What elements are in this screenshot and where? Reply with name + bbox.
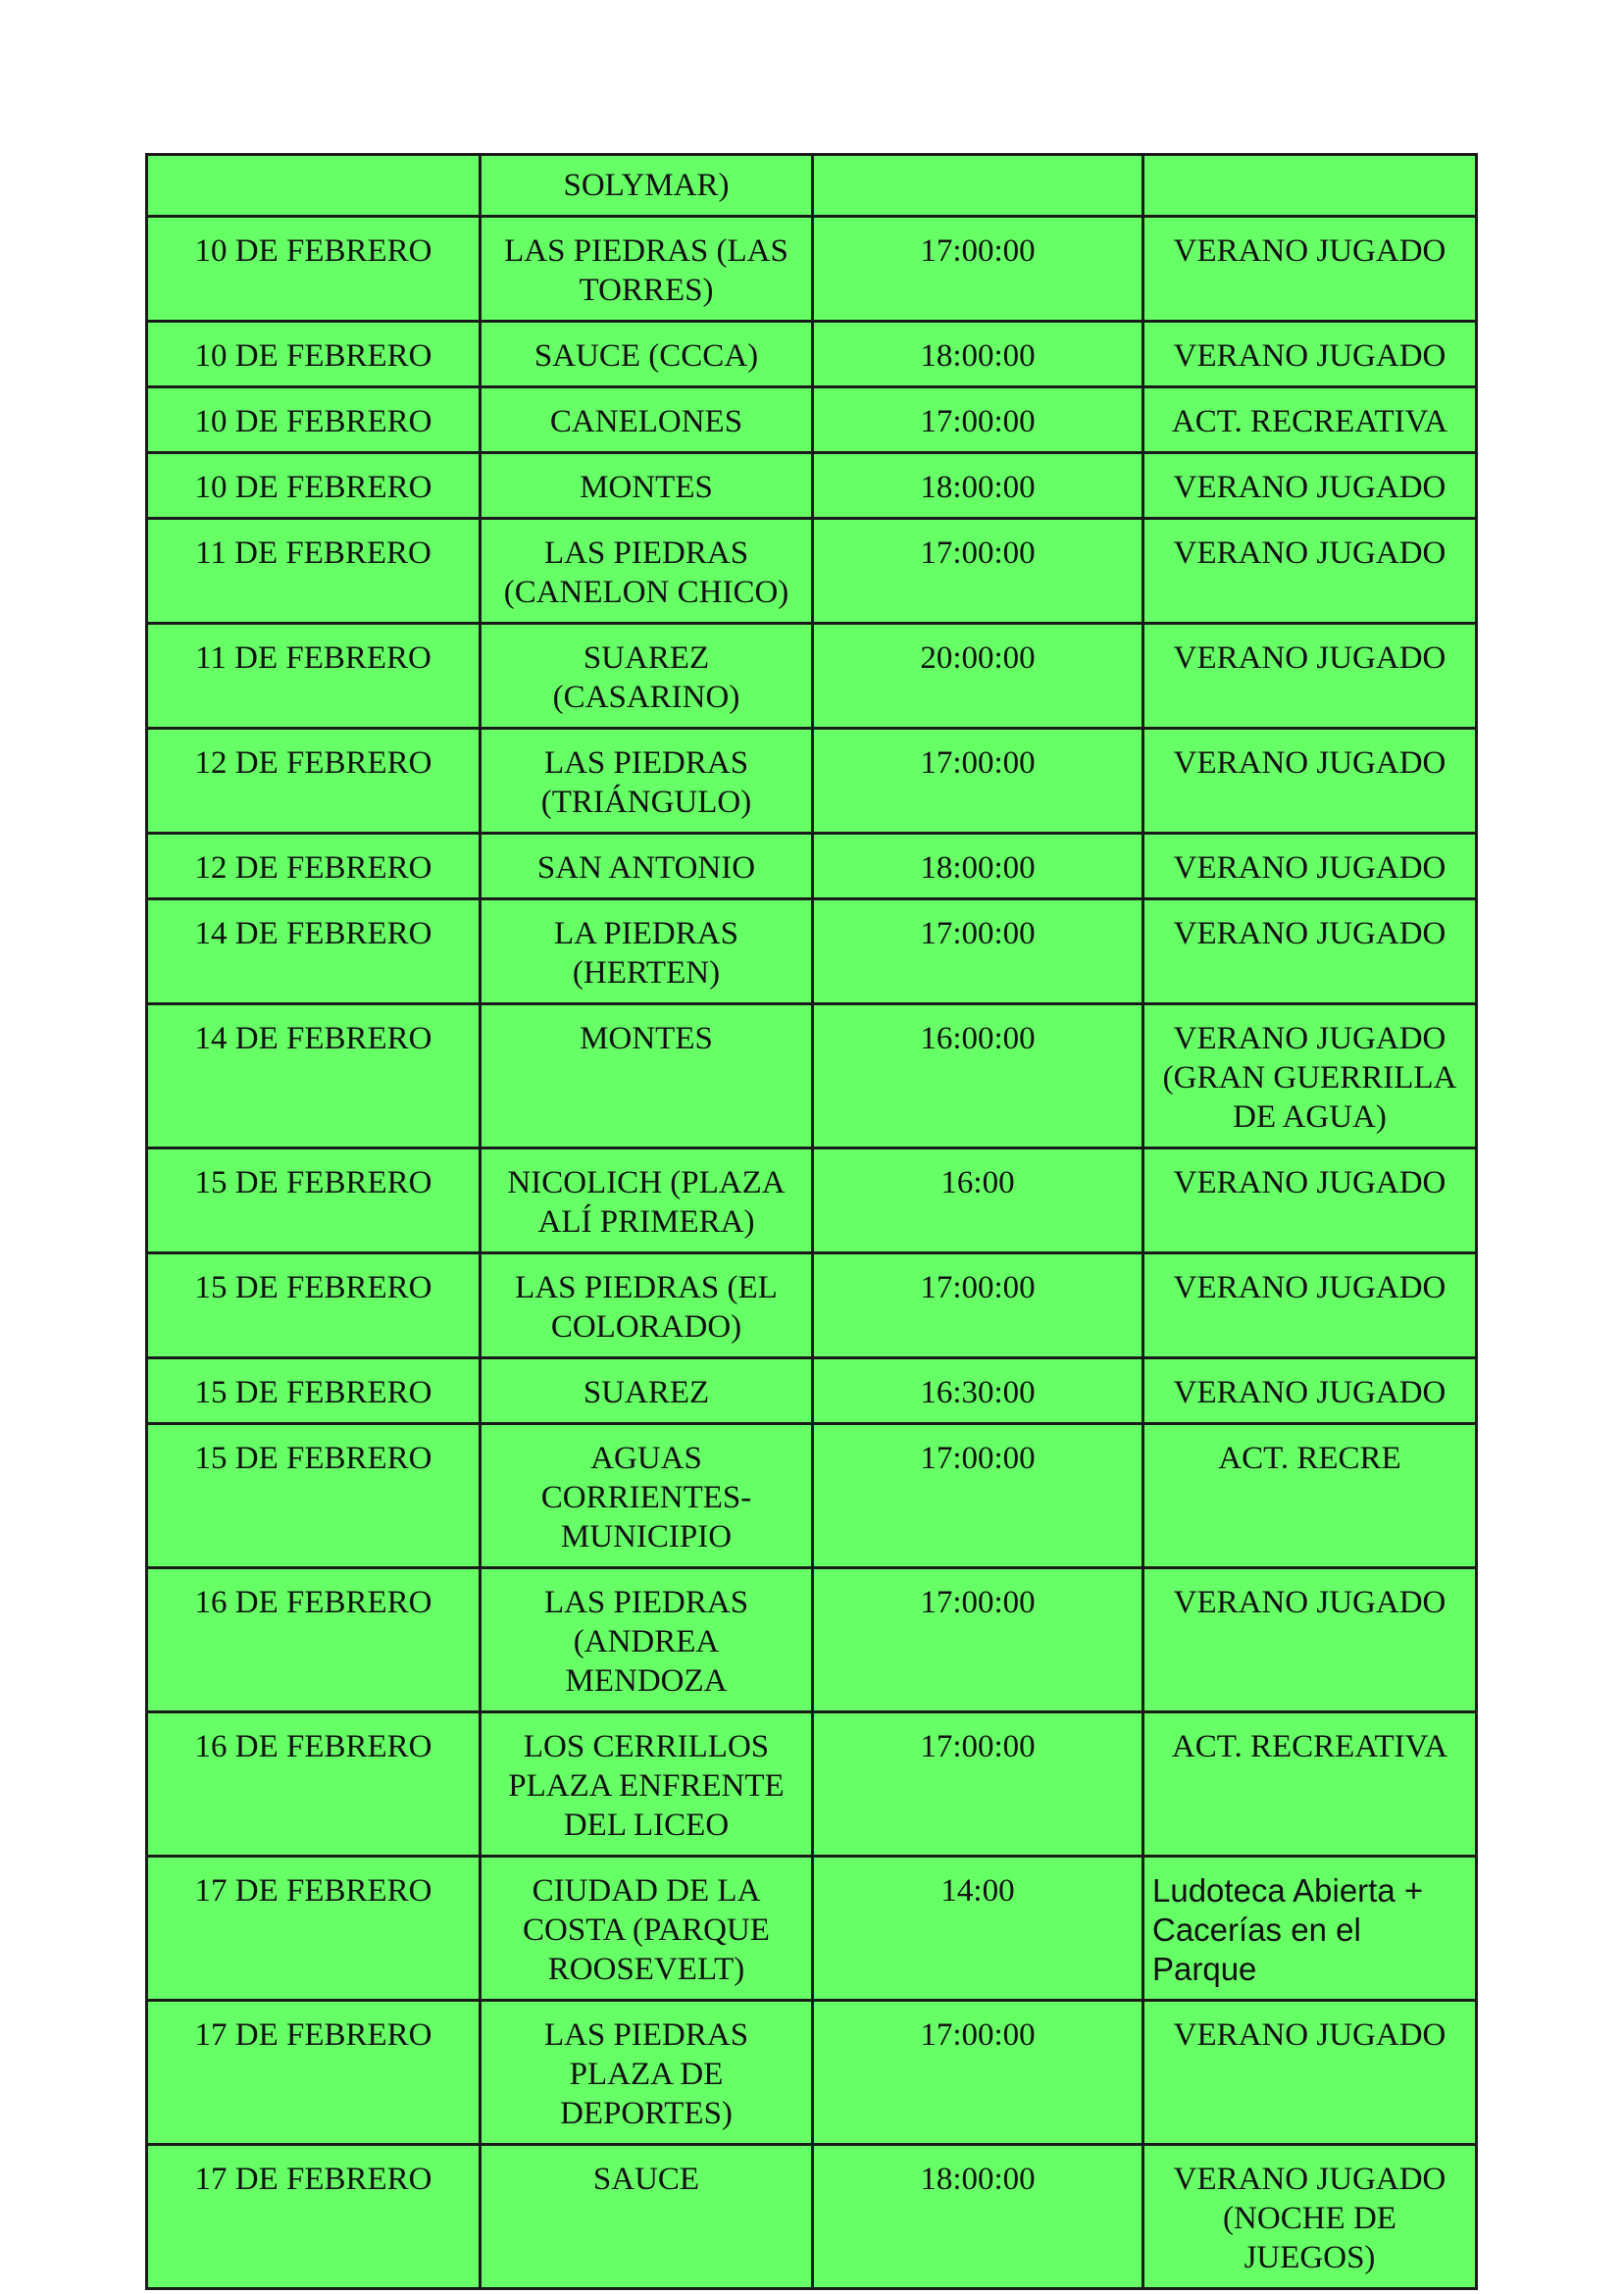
place-cell: LAS PIEDRAS (CANELON CHICO) bbox=[481, 519, 813, 624]
time-cell: 17:00:00 bbox=[813, 729, 1143, 834]
activity-cell: VERANO JUGADO bbox=[1143, 1358, 1477, 1424]
activity-cell: Ludoteca Abierta + Cacerías en el Parque bbox=[1143, 1857, 1477, 2001]
activity-cell: VERANO JUGADO bbox=[1143, 899, 1477, 1004]
table-row bbox=[147, 624, 1477, 729]
place-cell: LAS PIEDRAS (LAS TORRES) bbox=[481, 217, 813, 322]
date-cell: 12 DE FEBRERO bbox=[147, 729, 481, 834]
table-row bbox=[147, 899, 1477, 1004]
time-cell: 18:00:00 bbox=[813, 2145, 1143, 2289]
date-cell: 11 DE FEBRERO bbox=[147, 519, 481, 624]
table-row bbox=[147, 387, 1477, 453]
place-cell: AGUAS CORRIENTES-MUNICIPIO bbox=[481, 1424, 813, 1568]
activity-cell: VERANO JUGADO bbox=[1143, 217, 1477, 322]
date-cell: 16 DE FEBRERO bbox=[147, 1568, 481, 1712]
activity-cell: VERANO JUGADO bbox=[1143, 624, 1477, 729]
place-cell: SAN ANTONIO bbox=[481, 834, 813, 899]
date-cell: 17 DE FEBRERO bbox=[147, 2001, 481, 2145]
place-cell: NICOLICH (PLAZA ALÍ PRIMERA) bbox=[481, 1148, 813, 1253]
activity-cell: VERANO JUGADO (GRAN GUERRILLA DE AGUA) bbox=[1143, 1004, 1477, 1148]
activity-cell: VERANO JUGADO bbox=[1143, 729, 1477, 834]
table-row bbox=[147, 1253, 1477, 1358]
time-cell: 20:00:00 bbox=[813, 624, 1143, 729]
date-cell bbox=[147, 155, 481, 217]
time-cell: 17:00:00 bbox=[813, 1712, 1143, 1857]
activity-cell: VERANO JUGADO bbox=[1143, 453, 1477, 519]
place-cell: LAS PIEDRAS (ANDREA MENDOZA bbox=[481, 1568, 813, 1712]
activity-cell: ACT. RECREATIVA bbox=[1143, 387, 1477, 453]
date-cell: 10 DE FEBRERO bbox=[147, 387, 481, 453]
place-cell: SUAREZ bbox=[481, 1358, 813, 1424]
table-row bbox=[147, 1424, 1477, 1568]
date-cell: 15 DE FEBRERO bbox=[147, 1253, 481, 1358]
activity-cell: ACT. RECRE bbox=[1143, 1424, 1477, 1568]
time-cell: 18:00:00 bbox=[813, 322, 1143, 387]
time-cell: 17:00:00 bbox=[813, 1253, 1143, 1358]
time-cell: 17:00:00 bbox=[813, 899, 1143, 1004]
time-cell: 16:00 bbox=[813, 1148, 1143, 1253]
time-cell bbox=[813, 155, 1143, 217]
activity-cell: VERANO JUGADO bbox=[1143, 1148, 1477, 1253]
activity-cell: VERANO JUGADO bbox=[1143, 2001, 1477, 2145]
place-cell: SUAREZ (CASARINO) bbox=[481, 624, 813, 729]
date-cell: 17 DE FEBRERO bbox=[147, 1857, 481, 2001]
activity-cell: ACT. RECREATIVA bbox=[1143, 1712, 1477, 1857]
table-row bbox=[147, 1148, 1477, 1253]
schedule-table bbox=[145, 153, 1478, 2290]
place-cell: LAS PIEDRAS PLAZA DE DEPORTES) bbox=[481, 2001, 813, 2145]
date-cell: 16 DE FEBRERO bbox=[147, 1712, 481, 1857]
table-row bbox=[147, 1857, 1477, 2001]
activity-cell: VERANO JUGADO bbox=[1143, 322, 1477, 387]
place-cell: SAUCE (CCCA) bbox=[481, 322, 813, 387]
date-cell: 12 DE FEBRERO bbox=[147, 834, 481, 899]
activity-cell: VERANO JUGADO bbox=[1143, 834, 1477, 899]
date-cell: 14 DE FEBRERO bbox=[147, 899, 481, 1004]
place-cell: LAS PIEDRAS (TRIÁNGULO) bbox=[481, 729, 813, 834]
time-cell: 17:00:00 bbox=[813, 1568, 1143, 1712]
place-cell: MONTES bbox=[481, 1004, 813, 1148]
table-row bbox=[147, 217, 1477, 322]
place-cell: LAS PIEDRAS (EL COLORADO) bbox=[481, 1253, 813, 1358]
activity-cell: VERANO JUGADO bbox=[1143, 519, 1477, 624]
time-cell: 18:00:00 bbox=[813, 453, 1143, 519]
table-row bbox=[147, 729, 1477, 834]
table-row bbox=[147, 1712, 1477, 1857]
time-cell: 18:00:00 bbox=[813, 834, 1143, 899]
table-row bbox=[147, 1004, 1477, 1148]
table-row bbox=[147, 519, 1477, 624]
time-cell: 17:00:00 bbox=[813, 217, 1143, 322]
time-cell: 17:00:00 bbox=[813, 387, 1143, 453]
date-cell: 15 DE FEBRERO bbox=[147, 1358, 481, 1424]
date-cell: 10 DE FEBRERO bbox=[147, 217, 481, 322]
table-row bbox=[147, 2001, 1477, 2145]
date-cell: 15 DE FEBRERO bbox=[147, 1148, 481, 1253]
place-cell: LOS CERRILLOS PLAZA ENFRENTE DEL LICEO bbox=[481, 1712, 813, 1857]
activity-cell: VERANO JUGADO (NOCHE DE JUEGOS) bbox=[1143, 2145, 1477, 2289]
activity-cell: VERANO JUGADO bbox=[1143, 1253, 1477, 1358]
table-row bbox=[147, 2145, 1477, 2289]
time-cell: 16:00:00 bbox=[813, 1004, 1143, 1148]
place-cell: CIUDAD DE LA COSTA (PARQUE ROOSEVELT) bbox=[481, 1857, 813, 2001]
place-cell: MONTES bbox=[481, 453, 813, 519]
time-cell: 16:30:00 bbox=[813, 1358, 1143, 1424]
table-row bbox=[147, 155, 1477, 217]
activity-cell bbox=[1143, 155, 1477, 217]
place-cell: LA PIEDRAS (HERTEN) bbox=[481, 899, 813, 1004]
time-cell: 17:00:00 bbox=[813, 2001, 1143, 2145]
table-row bbox=[147, 1568, 1477, 1712]
place-cell: CANELONES bbox=[481, 387, 813, 453]
table-row bbox=[147, 453, 1477, 519]
table-row bbox=[147, 1358, 1477, 1424]
place-cell: SAUCE bbox=[481, 2145, 813, 2289]
time-cell: 17:00:00 bbox=[813, 519, 1143, 624]
date-cell: 11 DE FEBRERO bbox=[147, 624, 481, 729]
date-cell: 14 DE FEBRERO bbox=[147, 1004, 481, 1148]
table-row bbox=[147, 322, 1477, 387]
place-cell: SOLYMAR) bbox=[481, 155, 813, 217]
activity-cell: VERANO JUGADO bbox=[1143, 1568, 1477, 1712]
date-cell: 10 DE FEBRERO bbox=[147, 453, 481, 519]
time-cell: 14:00 bbox=[813, 1857, 1143, 2001]
date-cell: 17 DE FEBRERO bbox=[147, 2145, 481, 2289]
date-cell: 15 DE FEBRERO bbox=[147, 1424, 481, 1568]
date-cell: 10 DE FEBRERO bbox=[147, 322, 481, 387]
schedule-table-body bbox=[147, 155, 1477, 2289]
time-cell: 17:00:00 bbox=[813, 1424, 1143, 1568]
table-row bbox=[147, 834, 1477, 899]
